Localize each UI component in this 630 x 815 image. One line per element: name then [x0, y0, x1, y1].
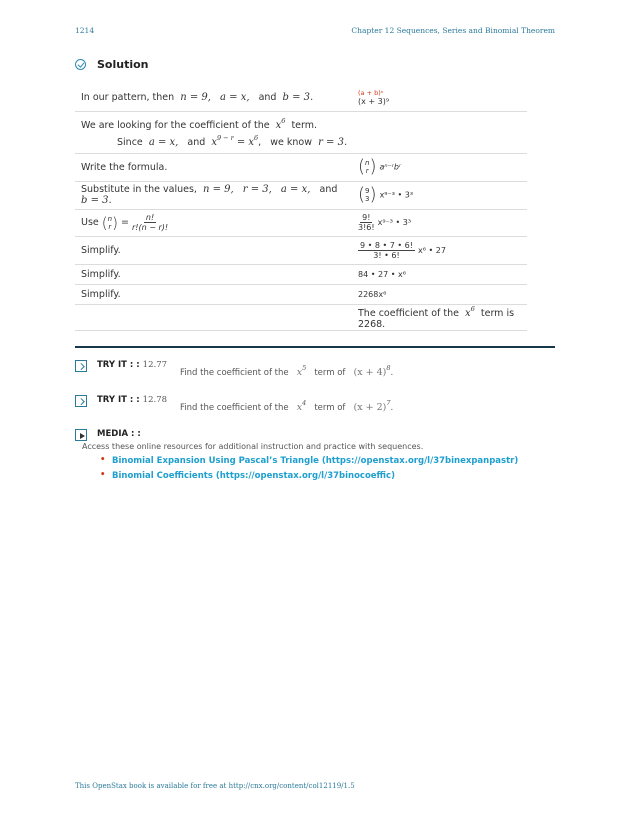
chapter-title: Chapter 12 Sequences, Series and Binomial Theorem	[351, 26, 555, 35]
try-it-label: TRY IT : : 12.77	[97, 360, 168, 370]
step-math: 2268x⁶	[352, 284, 527, 304]
chevron-right-icon[interactable]	[75, 395, 87, 407]
media-links	[100, 456, 518, 486]
binomial-coefficient: ( 9 3 )	[358, 184, 377, 205]
binomial-coefficient: ( n r )	[358, 156, 377, 177]
fraction: $\frac{9!}{3!6!}$	[358, 213, 375, 232]
solution-steps-table	[75, 84, 527, 331]
section-divider	[75, 346, 555, 348]
step-math: ( 9 3 ) x⁹⁻³ • 3³	[352, 181, 527, 209]
media-description: Access these online resources for additional instruction and practice with sequences.	[82, 442, 424, 451]
step-math: ( n r ) aⁿ⁻ʳbʳ	[352, 153, 527, 181]
step-row	[75, 181, 527, 209]
step-row	[75, 209, 527, 236]
media-section	[75, 428, 141, 441]
step-explanation: In our pattern, then n = 9, a = x, and b = 3.	[75, 84, 352, 111]
step-explanation: Write the formula.	[75, 153, 352, 181]
step-row	[75, 84, 527, 111]
step-explanation	[75, 304, 352, 330]
solution-heading	[75, 58, 149, 71]
step-explanation: Substitute in the values, n = 9, r = 3, a = x, and b = 3.	[75, 181, 352, 209]
step-expression: (x + 3)⁹	[358, 96, 390, 106]
chevron-right-icon[interactable]	[75, 360, 87, 372]
step-row	[75, 304, 527, 330]
step-explanation: Simplify.	[75, 264, 352, 284]
fraction: $\frac{n!}{r!(n - r)!}$	[131, 213, 169, 232]
binomial-coefficient: ( n r )	[101, 213, 118, 232]
fraction: $\frac{9 • 8 • 7 • 6!}{3! • 6!}$	[360, 240, 413, 260]
try-it-prompt: Find the coefficient of the $x^4$ term of $(x + 2)^7$.	[180, 399, 394, 413]
try-it-prompt: Find the coefficient of the $x^5$ term of $(x + 4)^8$.	[180, 364, 394, 378]
step-math: $\frac{9!}{3!6!}$ x⁹⁻³ • 3³	[352, 209, 527, 236]
step-explanation: Use ( n r ) = $\frac{n!}{r!(n - r)!}$	[75, 209, 352, 236]
step-row	[75, 264, 527, 284]
step-math	[352, 84, 527, 111]
step-explanation: We are looking for the coefficient of the $x^6$ term. Since a = x, and $x^{9 - r} = x^6$, we know r = 3.	[75, 111, 527, 153]
media-label: MEDIA : :	[97, 429, 141, 439]
step-explanation: Simplify.	[75, 236, 352, 264]
play-icon[interactable]	[75, 429, 87, 441]
step-row	[75, 153, 527, 181]
solution-title: Solution	[97, 58, 149, 71]
step-math: $\frac{9 • 8 • 7 • 6!}{3! • 6!}$ x⁶ • 27	[352, 236, 527, 264]
step-row	[75, 284, 527, 304]
step-math: 84 • 27 • x⁶	[352, 264, 527, 284]
page-footer: This OpenStax book is available for free at http://cnx.org/content/col12119/1.5	[75, 782, 355, 790]
step-explanation: Simplify.	[75, 284, 352, 304]
step-row	[75, 236, 527, 264]
try-it-12-77	[75, 359, 394, 378]
try-it-label: TRY IT : : 12.78	[97, 395, 168, 405]
check-circle-icon	[75, 59, 86, 70]
media-link[interactable]: • Binomial Coefficients (https://openstax.org/l/37binocoeffic)	[100, 471, 518, 481]
pattern-annotation: (a + b)ⁿ	[358, 88, 384, 97]
try-it-12-78	[75, 394, 394, 413]
page-number: 1214	[75, 26, 95, 35]
step-row	[75, 111, 527, 153]
step-answer: The coefficient of the $x^6$ term is 2268.	[352, 304, 527, 330]
media-link[interactable]: • Binomial Expansion Using Pascal’s Triangle (https://openstax.org/l/37binexpanpastr)	[100, 456, 518, 466]
